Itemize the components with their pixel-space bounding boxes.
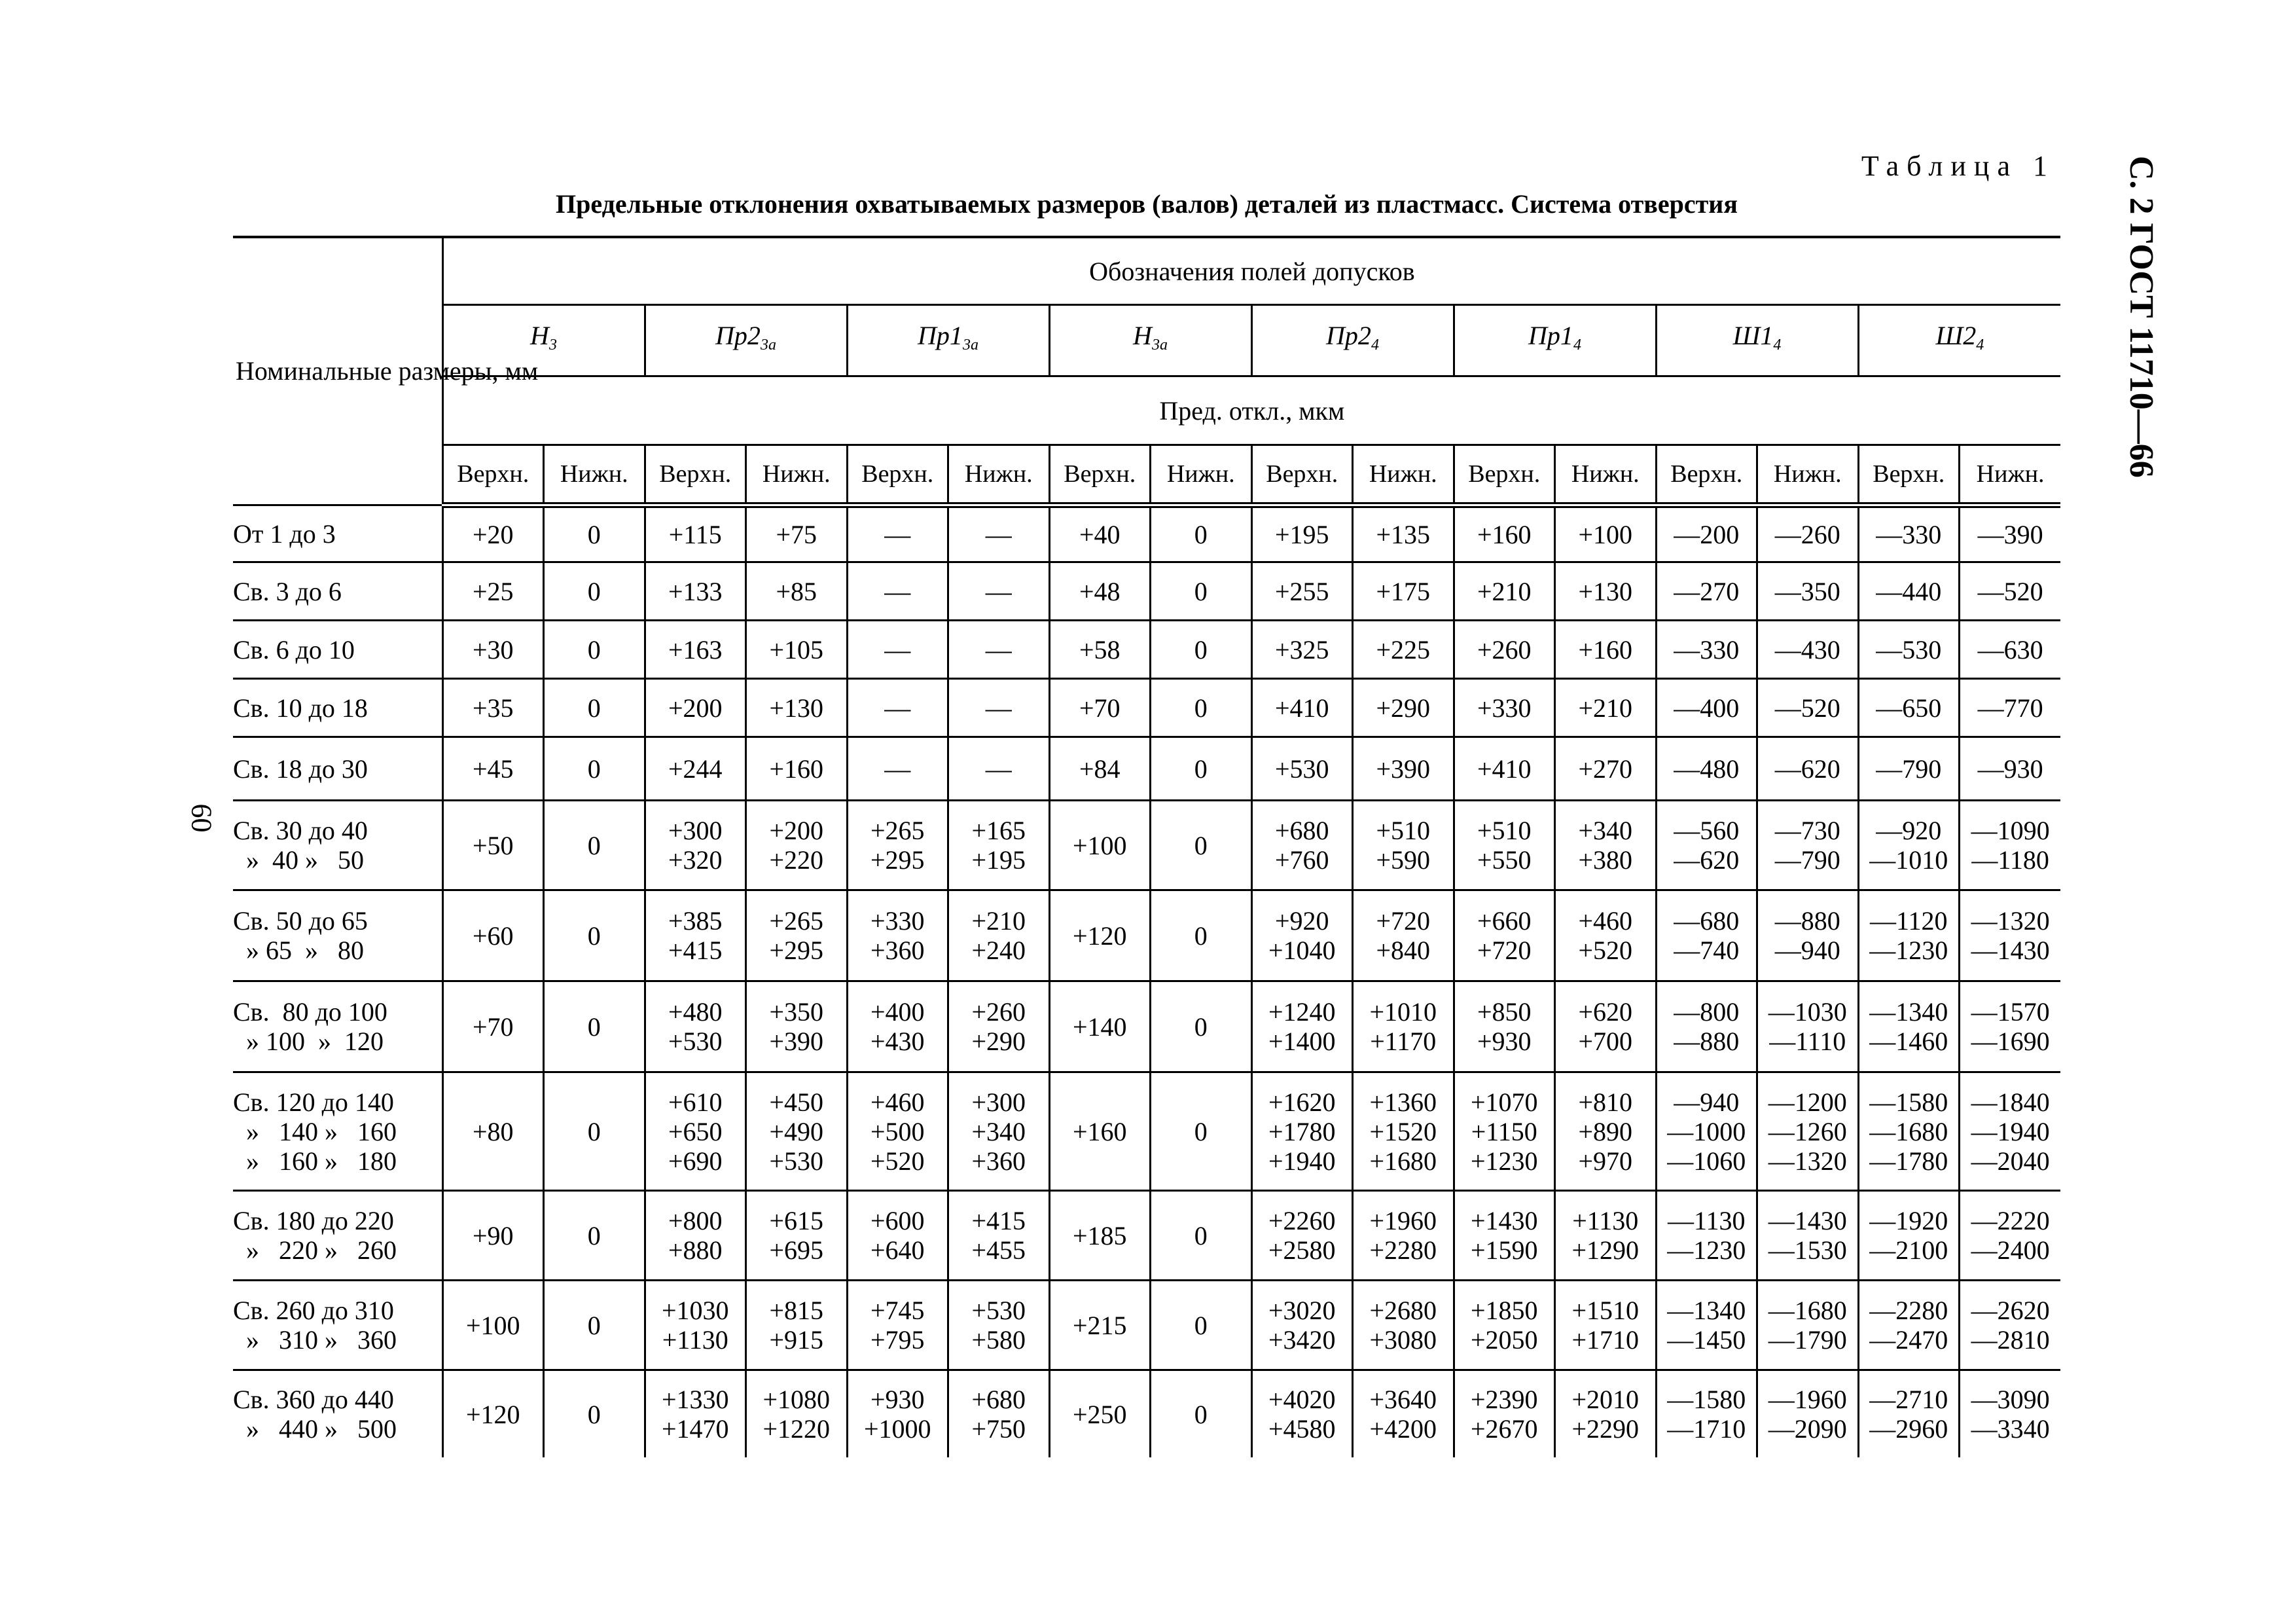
upper-deviation-cell: +84 [1049, 737, 1151, 801]
nominal-size-cell: Св. 50 до 65 » 65 » 80 [233, 890, 442, 981]
lower-deviation-cell: — [948, 737, 1050, 801]
upper-deviation-header: Верхн. [1454, 445, 1555, 505]
upper-deviation-cell: +250 [1049, 1370, 1151, 1458]
upper-deviation-cell: +1620 +1780 +1940 [1251, 1072, 1353, 1191]
upper-deviation-header: Верхн. [1049, 445, 1151, 505]
lower-deviation-cell: +175 [1353, 562, 1454, 621]
lower-deviation-cell: +450 +490 +530 [746, 1072, 848, 1191]
upper-deviation-cell: +330 +360 [847, 890, 948, 981]
lower-deviation-cell: —1090 —1180 [1960, 801, 2061, 890]
tolerance-field-header [1049, 305, 1251, 376]
upper-deviation-cell: +300 +320 [645, 801, 746, 890]
lower-deviation-cell: +165 +195 [948, 801, 1050, 890]
upper-deviation-cell: +530 [1251, 737, 1353, 801]
lower-deviation-cell: +300 +340 +360 [948, 1072, 1050, 1191]
tolerance-field-base: Пр2 [715, 321, 761, 350]
tolerance-field-base: Пр1 [918, 321, 963, 350]
upper-deviation-cell: +115 [645, 505, 746, 562]
upper-deviation-cell: —400 [1656, 679, 1757, 737]
upper-deviation-cell: +410 [1251, 679, 1353, 737]
upper-deviation-cell: —480 [1656, 737, 1757, 801]
lower-deviation-cell: +160 [746, 737, 848, 801]
upper-deviation-cell: — [847, 679, 948, 737]
lower-deviation-cell: +615 +695 [746, 1191, 848, 1281]
lower-deviation-cell: —1840 —1940 —2040 [1960, 1072, 2061, 1191]
lower-deviation-cell: 0 [544, 562, 645, 621]
lower-deviation-cell: +1960 +2280 [1353, 1191, 1454, 1281]
upper-deviation-cell: +90 [442, 1191, 544, 1281]
lower-deviation-cell: —2220 —2400 [1960, 1191, 2061, 1281]
upper-deviation-cell: —680 —740 [1656, 890, 1757, 981]
upper-deviation-cell: +160 [1049, 1072, 1151, 1191]
table-row [233, 1072, 2060, 1191]
upper-deviation-cell: +1070 +1150 +1230 [1454, 1072, 1555, 1191]
lower-deviation-cell: +200 +220 [746, 801, 848, 890]
upper-deviation-cell: +400 +430 [847, 981, 948, 1072]
upper-deviation-header: Верхн. [847, 445, 948, 505]
lower-deviation-cell: +3640 +4200 [1353, 1370, 1454, 1458]
tolerance-field-header [1251, 305, 1454, 376]
lower-deviation-cell: +1010 +1170 [1353, 981, 1454, 1072]
tolerance-field-header [1454, 305, 1656, 376]
upper-deviation-cell: +600 +640 [847, 1191, 948, 1281]
lower-deviation-cell: +260 +290 [948, 981, 1050, 1072]
lower-deviation-cell: +350 +390 [746, 981, 848, 1072]
lower-deviation-cell: +530 +580 [948, 1281, 1050, 1370]
lower-deviation-cell: +265 +295 [746, 890, 848, 981]
lower-deviation-header: Нижн. [1555, 445, 1657, 505]
upper-deviation-cell: — [847, 621, 948, 679]
upper-deviation-cell: +70 [442, 981, 544, 1072]
table-row [233, 737, 2060, 801]
upper-deviation-cell: +163 [645, 621, 746, 679]
upper-deviation-cell: +58 [1049, 621, 1151, 679]
upper-deviation-cell: +480 +530 [645, 981, 746, 1072]
tolerance-field-base: Н [530, 321, 549, 350]
nominal-size-cell: Св. 120 до 140 » 140 » 160 » 160 » 180 [233, 1072, 442, 1191]
lower-deviation-cell: 0 [544, 1072, 645, 1191]
lower-deviation-cell: — [948, 621, 1050, 679]
table-title: Предельные отклонения охватываемых размеров (валов) деталей из пластмасс. Система отверстия [556, 189, 1738, 219]
lower-deviation-cell: 0 [544, 981, 645, 1072]
upper-deviation-cell: —920 —1010 [1858, 801, 1960, 890]
upper-deviation-header: Верхн. [1251, 445, 1353, 505]
tolerance-field-base: Н [1133, 321, 1152, 350]
lower-deviation-cell: 0 [1151, 1191, 1252, 1281]
upper-deviation-cell: +120 [1049, 890, 1151, 981]
tolerance-field-base: Ш1 [1732, 321, 1774, 350]
lower-deviation-cell: +1130 +1290 [1555, 1191, 1657, 1281]
lower-deviation-cell: +415 +455 [948, 1191, 1050, 1281]
lower-deviation-cell: +460 +520 [1555, 890, 1657, 981]
lower-deviation-cell: —730 —790 [1757, 801, 1859, 890]
lower-deviation-cell: —630 [1960, 621, 2061, 679]
lower-deviation-cell: —520 [1960, 562, 2061, 621]
nominal-size-cell: Св. 10 до 18 [233, 679, 442, 737]
tolerance-field-subscript: 4 [1371, 337, 1379, 354]
upper-deviation-cell: +1430 +1590 [1454, 1191, 1555, 1281]
upper-deviation-cell: —1920 —2100 [1858, 1191, 1960, 1281]
lower-deviation-cell: +105 [746, 621, 848, 679]
upper-deviation-cell: — [847, 737, 948, 801]
lower-deviation-cell: +135 [1353, 505, 1454, 562]
upper-deviation-cell: +100 [1049, 801, 1151, 890]
lower-deviation-cell: —3090 —3340 [1960, 1370, 2061, 1458]
upper-deviation-cell: +50 [442, 801, 544, 890]
upper-deviation-cell: —1120 —1230 [1858, 890, 1960, 981]
lower-deviation-cell: +85 [746, 562, 848, 621]
nominal-size-cell: Св. 30 до 40 » 40 » 50 [233, 801, 442, 890]
upper-deviation-cell: +215 [1049, 1281, 1151, 1370]
nominal-size-cell: Св. 80 до 100 » 100 » 120 [233, 981, 442, 1072]
upper-deviation-cell: +850 +930 [1454, 981, 1555, 1072]
lower-deviation-cell: — [948, 679, 1050, 737]
upper-deviation-cell: +185 [1049, 1191, 1151, 1281]
lower-deviation-cell: —1320 —1430 [1960, 890, 2061, 981]
tolerance-field-base: Пр1 [1528, 321, 1573, 350]
upper-deviation-cell: +325 [1251, 621, 1353, 679]
lower-deviation-cell: 0 [1151, 621, 1252, 679]
lower-deviation-cell: 0 [1151, 679, 1252, 737]
lower-deviation-cell: +160 [1555, 621, 1657, 679]
upper-deviation-cell: —1340 —1460 [1858, 981, 1960, 1072]
tolerance-field-subscript: 3а [1151, 337, 1168, 354]
lower-deviation-cell: 0 [544, 679, 645, 737]
upper-deviation-cell: —650 [1858, 679, 1960, 737]
lower-deviation-header: Нижн. [948, 445, 1050, 505]
tolerance-table [233, 236, 2060, 1457]
lower-deviation-cell: +390 [1353, 737, 1454, 801]
table-row [233, 621, 2060, 679]
upper-deviation-cell: —800 —880 [1656, 981, 1757, 1072]
upper-deviation-cell: —330 [1858, 505, 1960, 562]
lower-deviation-cell: +720 +840 [1353, 890, 1454, 981]
fields-group-header: Обозначения полей допусков [442, 237, 2060, 305]
lower-deviation-header: Нижн. [1960, 445, 2061, 505]
lower-deviation-cell: —260 [1757, 505, 1859, 562]
table-row [233, 1191, 2060, 1281]
nominal-size-cell: Св. 180 до 220 » 220 » 260 [233, 1191, 442, 1281]
tolerance-field-header [1656, 305, 1858, 376]
upper-deviation-cell: +410 [1454, 737, 1555, 801]
lower-deviation-header: Нижн. [544, 445, 645, 505]
upper-deviation-cell: +133 [645, 562, 746, 621]
upper-deviation-cell: +265 +295 [847, 801, 948, 890]
tolerance-field-subscript: 3а [962, 337, 978, 354]
upper-deviation-cell: —560 —620 [1656, 801, 1757, 890]
upper-deviation-cell: —270 [1656, 562, 1757, 621]
upper-deviation-cell: +200 [645, 679, 746, 737]
upper-deviation-cell: —1580 —1710 [1656, 1370, 1757, 1458]
tolerance-field-subscript: 4 [1573, 337, 1581, 354]
lower-deviation-cell: +1360 +1520 +1680 [1353, 1072, 1454, 1191]
upper-deviation-cell: —200 [1656, 505, 1757, 562]
lower-deviation-cell: 0 [1151, 1281, 1252, 1370]
upper-deviation-cell: +48 [1049, 562, 1151, 621]
lower-deviation-cell: — [948, 505, 1050, 562]
upper-deviation-cell: +80 [442, 1072, 544, 1191]
lower-deviation-cell: +1080 +1220 [746, 1370, 848, 1458]
lower-deviation-cell: 0 [544, 1370, 645, 1458]
lower-deviation-cell: —350 [1757, 562, 1859, 621]
lower-deviation-cell: +210 [1555, 679, 1657, 737]
upper-deviation-cell: —1130 —1230 [1656, 1191, 1757, 1281]
lower-deviation-cell: 0 [1151, 801, 1252, 890]
table-row [233, 1370, 2060, 1458]
upper-deviation-header: Верхн. [442, 445, 544, 505]
upper-deviation-cell: +330 [1454, 679, 1555, 737]
upper-deviation-cell: +1030 +1130 [645, 1281, 746, 1370]
lower-deviation-cell: +225 [1353, 621, 1454, 679]
upper-deviation-cell: +255 [1251, 562, 1353, 621]
lower-deviation-cell: — [948, 562, 1050, 621]
upper-deviation-cell: —530 [1858, 621, 1960, 679]
lower-deviation-cell: 0 [544, 737, 645, 801]
upper-deviation-cell: +2260 +2580 [1251, 1191, 1353, 1281]
lower-deviation-cell: —1200 —1260 —1320 [1757, 1072, 1859, 1191]
deviations-group-header: Пред. откл., мкм [442, 376, 2060, 445]
lower-deviation-cell: —520 [1757, 679, 1859, 737]
upper-deviation-cell: +100 [442, 1281, 544, 1370]
side-header: С. 2 ГОСТ 11710—66 [2123, 156, 2160, 478]
lower-deviation-cell: —1680 —1790 [1757, 1281, 1859, 1370]
nominal-size-cell: Св. 6 до 10 [233, 621, 442, 679]
upper-deviation-cell: +120 [442, 1370, 544, 1458]
nominal-size-cell: От 1 до 3 [233, 505, 442, 562]
table-row [233, 981, 2060, 1072]
lower-deviation-cell: +270 [1555, 737, 1657, 801]
table-label: Таблица 1 [1861, 150, 2055, 182]
tolerance-field-base: Пр2 [1326, 321, 1371, 350]
lower-deviation-cell: —1030 —1110 [1757, 981, 1859, 1072]
nominal-size-cell: Св. 18 до 30 [233, 737, 442, 801]
lower-deviation-header: Нижн. [1353, 445, 1454, 505]
upper-deviation-cell: +3020 +3420 [1251, 1281, 1353, 1370]
upper-deviation-cell: +800 +880 [645, 1191, 746, 1281]
lower-deviation-cell: —620 [1757, 737, 1859, 801]
upper-deviation-cell: —440 [1858, 562, 1960, 621]
upper-deviation-cell: +195 [1251, 505, 1353, 562]
upper-deviation-cell: +510 +550 [1454, 801, 1555, 890]
upper-deviation-header: Верхн. [1656, 445, 1757, 505]
upper-deviation-cell: +385 +415 [645, 890, 746, 981]
lower-deviation-cell: 0 [1151, 562, 1252, 621]
table-row [233, 801, 2060, 890]
tolerance-field-header [1858, 305, 2060, 376]
lower-deviation-cell: +340 +380 [1555, 801, 1657, 890]
lower-deviation-cell: +130 [1555, 562, 1657, 621]
upper-deviation-cell: +70 [1049, 679, 1151, 737]
tolerance-field-subscript: 4 [1976, 337, 1984, 354]
lower-deviation-header: Нижн. [1151, 445, 1252, 505]
lower-deviation-cell: +2680 +3080 [1353, 1281, 1454, 1370]
upper-deviation-cell: +745 +795 [847, 1281, 948, 1370]
lower-deviation-cell: —1430 —1530 [1757, 1191, 1859, 1281]
lower-deviation-cell: 0 [1151, 1370, 1252, 1458]
lower-deviation-cell: +130 [746, 679, 848, 737]
upper-deviation-cell: —940 —1000 —1060 [1656, 1072, 1757, 1191]
upper-deviation-cell: +40 [1049, 505, 1151, 562]
lower-deviation-cell: 0 [1151, 981, 1252, 1072]
lower-deviation-cell: —1960 —2090 [1757, 1370, 1859, 1458]
upper-deviation-cell: — [847, 562, 948, 621]
tolerance-field-base: Ш2 [1935, 321, 1977, 350]
upper-deviation-cell: —1340 —1450 [1656, 1281, 1757, 1370]
upper-deviation-cell: +1330 +1470 [645, 1370, 746, 1458]
table-row [233, 679, 2060, 737]
lower-deviation-cell: 0 [1151, 505, 1252, 562]
upper-deviation-cell: +35 [442, 679, 544, 737]
upper-deviation-cell: +1850 +2050 [1454, 1281, 1555, 1370]
upper-deviation-header: Верхн. [645, 445, 746, 505]
tolerance-field-subscript: 3 [548, 337, 557, 354]
lower-deviation-cell: 0 [544, 1281, 645, 1370]
lower-deviation-cell: 0 [544, 621, 645, 679]
lower-deviation-cell: —770 [1960, 679, 2061, 737]
page-number: 60 [185, 803, 218, 833]
lower-deviation-cell: +1510 +1710 [1555, 1281, 1657, 1370]
upper-deviation-cell: +20 [442, 505, 544, 562]
upper-deviation-cell: +460 +500 +520 [847, 1072, 948, 1191]
lower-deviation-header: Нижн. [1757, 445, 1859, 505]
lower-deviation-cell: 0 [1151, 1072, 1252, 1191]
upper-deviation-cell: +1240 +1400 [1251, 981, 1353, 1072]
lower-deviation-cell: —2620 —2810 [1960, 1281, 2061, 1370]
upper-deviation-cell: +210 [1454, 562, 1555, 621]
nominal-size-cell: Св. 3 до 6 [233, 562, 442, 621]
lower-deviation-cell: +510 +590 [1353, 801, 1454, 890]
upper-deviation-cell: +930 +1000 [847, 1370, 948, 1458]
upper-deviation-cell: +920 +1040 [1251, 890, 1353, 981]
upper-deviation-cell: +45 [442, 737, 544, 801]
upper-deviation-cell: +25 [442, 562, 544, 621]
nominal-size-header: Номинальные размеры, мм [233, 237, 442, 505]
nominal-size-cell: Св. 360 до 440 » 440 » 500 [233, 1370, 442, 1458]
table-row [233, 1281, 2060, 1370]
lower-deviation-cell: —880 —940 [1757, 890, 1859, 981]
lower-deviation-cell: —390 [1960, 505, 2061, 562]
lower-deviation-cell: +75 [746, 505, 848, 562]
upper-deviation-cell: — [847, 505, 948, 562]
tolerance-field-subscript: 3а [760, 337, 776, 354]
upper-deviation-cell: +660 +720 [1454, 890, 1555, 981]
upper-deviation-cell: —2280 —2470 [1858, 1281, 1960, 1370]
tolerance-field-subscript: 4 [1773, 337, 1782, 354]
lower-deviation-cell: 0 [544, 890, 645, 981]
lower-deviation-header: Нижн. [746, 445, 848, 505]
tolerance-field-header [847, 305, 1049, 376]
lower-deviation-cell: +815 +915 [746, 1281, 848, 1370]
upper-deviation-cell: +30 [442, 621, 544, 679]
tolerance-field-header [645, 305, 847, 376]
nominal-size-cell: Св. 260 до 310 » 310 » 360 [233, 1281, 442, 1370]
upper-deviation-cell: +2390 +2670 [1454, 1370, 1555, 1458]
lower-deviation-cell: —930 [1960, 737, 2061, 801]
upper-deviation-cell: —1580 —1680 —1780 [1858, 1072, 1960, 1191]
upper-deviation-cell: +60 [442, 890, 544, 981]
lower-deviation-cell: 0 [544, 801, 645, 890]
upper-deviation-cell: +4020 +4580 [1251, 1370, 1353, 1458]
upper-deviation-cell: +610 +650 +690 [645, 1072, 746, 1191]
lower-deviation-cell: 0 [544, 1191, 645, 1281]
lower-deviation-cell: +810 +890 +970 [1555, 1072, 1657, 1191]
upper-deviation-cell: —330 [1656, 621, 1757, 679]
lower-deviation-cell: +290 [1353, 679, 1454, 737]
lower-deviation-cell: +2010 +2290 [1555, 1370, 1657, 1458]
upper-deviation-cell: +244 [645, 737, 746, 801]
upper-deviation-cell: +260 [1454, 621, 1555, 679]
lower-deviation-cell: +620 +700 [1555, 981, 1657, 1072]
table-row [233, 890, 2060, 981]
lower-deviation-cell: +680 +750 [948, 1370, 1050, 1458]
lower-deviation-cell: 0 [1151, 890, 1252, 981]
table-row [233, 505, 2060, 562]
lower-deviation-cell: —430 [1757, 621, 1859, 679]
lower-deviation-cell: 0 [1151, 737, 1252, 801]
lower-deviation-cell: —1570 —1690 [1960, 981, 2061, 1072]
lower-deviation-cell: 0 [544, 505, 645, 562]
upper-deviation-cell: +680 +760 [1251, 801, 1353, 890]
upper-deviation-cell: —2710 —2960 [1858, 1370, 1960, 1458]
lower-deviation-cell: +210 +240 [948, 890, 1050, 981]
table-row [233, 562, 2060, 621]
upper-deviation-cell: +160 [1454, 505, 1555, 562]
upper-deviation-cell: —790 [1858, 737, 1960, 801]
upper-deviation-cell: +140 [1049, 981, 1151, 1072]
lower-deviation-cell: +100 [1555, 505, 1657, 562]
upper-deviation-header: Верхн. [1858, 445, 1960, 505]
